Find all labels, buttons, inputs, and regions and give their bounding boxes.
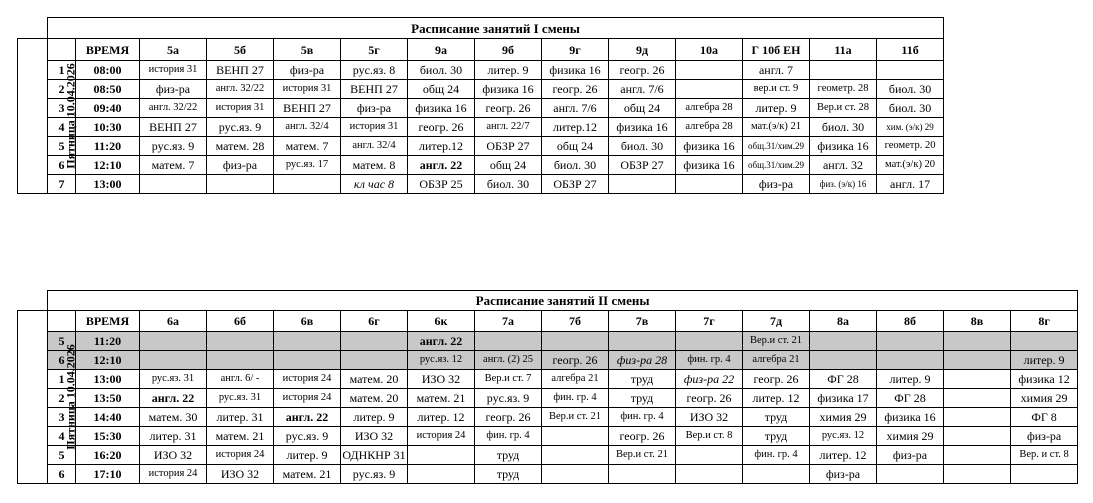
lesson-cell	[274, 332, 341, 351]
lesson-cell	[207, 332, 274, 351]
lesson-cell: литер. 31	[140, 427, 207, 446]
lesson-cell: биол. 30	[475, 175, 542, 194]
lesson-cell	[944, 370, 1011, 389]
lesson-cell: алгебра 21	[542, 370, 609, 389]
lesson-cell: ОБЗР 25	[408, 175, 475, 194]
lesson-cell: мат.(э/к) 20	[877, 156, 944, 175]
lesson-cell: англ. 7/6	[609, 80, 676, 99]
lesson-cell: физика 16	[676, 137, 743, 156]
schedule-row	[18, 332, 1078, 351]
class-header: 8г	[1011, 311, 1078, 332]
lesson-cell: англ. 32/4	[341, 137, 408, 156]
class-header: 7д	[743, 311, 810, 332]
lesson-cell: история 24	[274, 389, 341, 408]
lesson-cell	[1011, 332, 1078, 351]
lesson-cell: труд	[743, 408, 810, 427]
class-header: 6а	[140, 311, 207, 332]
lesson-cell: физика 16	[810, 137, 877, 156]
lesson-cell: рус.яз. 9	[475, 389, 542, 408]
lesson-cell: кл час 8	[341, 175, 408, 194]
lesson-cell: англ. 32/22	[207, 80, 274, 99]
lesson-cell: история 24	[408, 427, 475, 446]
lesson-cell: хим. (э/к) 29	[877, 118, 944, 137]
lesson-cell: фин. гр. 4	[676, 351, 743, 370]
lesson-cell: фин. гр. 4	[609, 408, 676, 427]
lesson-cell: рус.яз. 31	[140, 370, 207, 389]
class-header: 5в	[274, 39, 341, 61]
lesson-cell: ОБЗР 27	[475, 137, 542, 156]
lesson-cell: англ. 32/22	[140, 99, 207, 118]
class-header: 8б	[877, 311, 944, 332]
lesson-cell: физ. (э/к) 16	[810, 175, 877, 194]
lesson-cell	[609, 465, 676, 484]
lesson-cell: англ. 32	[810, 156, 877, 175]
lesson-cell	[877, 61, 944, 80]
lesson-cell: англ. 22	[274, 408, 341, 427]
class-header: Г 10б ЕН	[743, 39, 810, 61]
date-label-text: Пятница 10.04.2026	[63, 63, 78, 169]
lesson-cell	[609, 175, 676, 194]
lesson-cell: история 31	[207, 99, 274, 118]
lesson-time: 12:10	[76, 351, 140, 370]
schedule-row	[18, 408, 1078, 427]
lesson-cell: физ-ра	[1011, 427, 1078, 446]
lesson-cell: ВЕНП 27	[207, 61, 274, 80]
class-header: 11б	[877, 39, 944, 61]
lesson-cell: фин. гр. 4	[542, 389, 609, 408]
lesson-number: 1	[48, 61, 76, 80]
lesson-number: 2	[48, 389, 76, 408]
schedule-row	[18, 351, 1078, 370]
lesson-cell: Вер.и ст. 21	[743, 332, 810, 351]
lesson-cell: физ-ра	[877, 446, 944, 465]
lesson-cell	[676, 465, 743, 484]
lesson-time: 10:30	[76, 118, 140, 137]
schedule-row	[18, 61, 944, 80]
schedule-row	[18, 465, 1078, 484]
lesson-cell: рус.яз. 31	[207, 389, 274, 408]
lesson-cell	[542, 332, 609, 351]
lesson-cell: литер. 9	[1011, 351, 1078, 370]
lesson-cell: англ. 22	[408, 156, 475, 175]
corner-blank	[18, 18, 48, 39]
lesson-cell: рус.яз. 9	[140, 137, 207, 156]
lesson-cell: труд	[743, 427, 810, 446]
lesson-number-header	[48, 311, 76, 332]
lesson-cell: алгебра 21	[743, 351, 810, 370]
lesson-cell: физ-ра	[810, 465, 877, 484]
lesson-cell: англ. 6/ -	[207, 370, 274, 389]
lesson-cell: история 24	[207, 446, 274, 465]
lesson-cell: ФГ 28	[810, 370, 877, 389]
lesson-cell: матем. 28	[207, 137, 274, 156]
lesson-time: 11:20	[76, 332, 140, 351]
lesson-cell: рус.яз. 17	[274, 156, 341, 175]
class-header: 8а	[810, 311, 877, 332]
lesson-number: 5	[48, 137, 76, 156]
date-label-text: Пятница 10.04.2026	[63, 344, 78, 450]
lesson-cell	[140, 351, 207, 370]
schedule-row	[18, 389, 1078, 408]
lesson-cell: литер. 12	[743, 389, 810, 408]
time-header: ВРЕМЯ	[76, 39, 140, 61]
lesson-cell	[542, 427, 609, 446]
schedule-row	[18, 446, 1078, 465]
lesson-cell: мат.(э/к) 21	[743, 118, 810, 137]
lesson-time: 13:00	[76, 175, 140, 194]
lesson-time: 13:00	[76, 370, 140, 389]
lesson-time: 15:30	[76, 427, 140, 446]
lesson-number: 7	[48, 175, 76, 194]
lesson-cell: матем. 21	[408, 389, 475, 408]
lesson-cell	[1011, 465, 1078, 484]
lesson-cell: общ 24	[475, 156, 542, 175]
lesson-time: 12:10	[76, 156, 140, 175]
lesson-cell: литер. 9	[475, 61, 542, 80]
shift2-title: Расписание занятий II смены	[48, 291, 1078, 311]
shift2-schedule-table	[17, 290, 1078, 484]
class-header: 6к	[408, 311, 475, 332]
lesson-cell: труд	[609, 389, 676, 408]
lesson-cell: физика 16	[877, 408, 944, 427]
lesson-cell	[944, 465, 1011, 484]
schedule-row	[18, 370, 1078, 389]
lesson-time: 13:50	[76, 389, 140, 408]
lesson-cell: геогр. 26	[676, 389, 743, 408]
class-header: 8в	[944, 311, 1011, 332]
lesson-cell: физ-ра	[341, 99, 408, 118]
lesson-cell: матем. 7	[274, 137, 341, 156]
lesson-cell: история 24	[140, 465, 207, 484]
lesson-cell	[810, 61, 877, 80]
lesson-cell	[877, 465, 944, 484]
schedule-row	[18, 80, 944, 99]
lesson-cell: Вер.и ст. 21	[609, 446, 676, 465]
lesson-cell: литер.12	[542, 118, 609, 137]
lesson-cell	[207, 175, 274, 194]
time-header: ВРЕМЯ	[76, 311, 140, 332]
lesson-cell: англ. 22	[140, 389, 207, 408]
class-header: 5б	[207, 39, 274, 61]
lesson-number: 5	[48, 446, 76, 465]
lesson-cell	[274, 351, 341, 370]
lesson-cell: геогр. 26	[609, 427, 676, 446]
lesson-cell: химия 29	[810, 408, 877, 427]
lesson-cell	[676, 446, 743, 465]
lesson-cell: история 31	[274, 80, 341, 99]
lesson-cell: матем. 20	[341, 389, 408, 408]
lesson-cell: физ-ра	[140, 80, 207, 99]
lesson-cell: ИЗО 32	[676, 408, 743, 427]
lesson-cell: биол. 30	[877, 80, 944, 99]
lesson-cell: геогр. 26	[743, 370, 810, 389]
lesson-cell: англ. 17	[877, 175, 944, 194]
class-header: 6б	[207, 311, 274, 332]
lesson-cell	[140, 332, 207, 351]
lesson-cell	[676, 61, 743, 80]
class-header: 7а	[475, 311, 542, 332]
lesson-cell: физика 16	[475, 80, 542, 99]
lesson-cell: биол. 30	[810, 118, 877, 137]
lesson-cell	[877, 351, 944, 370]
lesson-cell: химия 29	[1011, 389, 1078, 408]
lesson-cell	[609, 332, 676, 351]
lesson-cell: ОДНКНР 31	[341, 446, 408, 465]
lesson-cell: биол. 30	[408, 61, 475, 80]
lesson-cell: англ. 32/4	[274, 118, 341, 137]
lesson-cell: Вер.и ст. 8	[676, 427, 743, 446]
class-header: 9а	[408, 39, 475, 61]
schedule-row	[18, 118, 944, 137]
class-header: 9д	[609, 39, 676, 61]
lesson-cell: Вер.и ст. 7	[475, 370, 542, 389]
lesson-cell: геогр. 26	[475, 408, 542, 427]
lesson-number: 2	[48, 80, 76, 99]
class-header: 9б	[475, 39, 542, 61]
lesson-cell: физ-ра 22	[676, 370, 743, 389]
lesson-cell: физ-ра 28	[609, 351, 676, 370]
lesson-cell	[944, 332, 1011, 351]
lesson-cell: ОБЗР 27	[542, 175, 609, 194]
lesson-number: 4	[48, 118, 76, 137]
lesson-cell: ИЗО 32	[408, 370, 475, 389]
lesson-cell: геометр. 20	[877, 137, 944, 156]
lesson-cell: Вер. и ст. 8	[1011, 446, 1078, 465]
lesson-cell: геогр. 26	[542, 351, 609, 370]
lesson-cell: литер.12	[408, 137, 475, 156]
class-header: 7в	[609, 311, 676, 332]
lesson-cell: общ 24	[609, 99, 676, 118]
lesson-cell: литер. 12	[408, 408, 475, 427]
lesson-cell	[944, 446, 1011, 465]
lesson-cell: биол. 30	[542, 156, 609, 175]
lesson-cell: литер. 31	[207, 408, 274, 427]
lesson-cell	[944, 427, 1011, 446]
lesson-time: 14:40	[76, 408, 140, 427]
lesson-cell: физика 16	[609, 118, 676, 137]
schedule-row	[18, 99, 944, 118]
lesson-cell: англ. 22/7	[475, 118, 542, 137]
lesson-time: 09:40	[76, 99, 140, 118]
lesson-time: 11:20	[76, 137, 140, 156]
lesson-cell	[676, 175, 743, 194]
lesson-cell: литер. 9	[341, 408, 408, 427]
lesson-time: 08:00	[76, 61, 140, 80]
lesson-cell: история 31	[140, 61, 207, 80]
class-header: 6в	[274, 311, 341, 332]
lesson-cell: матем. 21	[274, 465, 341, 484]
lesson-cell: рус.яз. 12	[810, 427, 877, 446]
lesson-cell	[676, 80, 743, 99]
lesson-cell: матем. 7	[140, 156, 207, 175]
lesson-cell: фин. гр. 4	[743, 446, 810, 465]
date-label	[18, 39, 78, 194]
lesson-cell	[676, 332, 743, 351]
lesson-cell: англ. (2) 25	[475, 351, 542, 370]
lesson-cell: физ-ра	[743, 175, 810, 194]
schedule-row	[18, 175, 944, 194]
lesson-cell	[408, 465, 475, 484]
lesson-cell: физика 16	[542, 61, 609, 80]
lesson-cell: геогр. 26	[609, 61, 676, 80]
lesson-number: 6	[48, 351, 76, 370]
lesson-cell: общ.31/хим.29	[743, 137, 810, 156]
lesson-cell: рус.яз. 8	[341, 61, 408, 80]
lesson-number: 1	[48, 370, 76, 389]
lesson-cell: физика 16	[676, 156, 743, 175]
lesson-cell	[944, 351, 1011, 370]
lesson-cell: литер. 9	[877, 370, 944, 389]
class-header: 10а	[676, 39, 743, 61]
lesson-cell: физика 16	[408, 99, 475, 118]
lesson-cell	[274, 175, 341, 194]
lesson-cell: ФГ 28	[877, 389, 944, 408]
lesson-cell: ВЕНП 27	[140, 118, 207, 137]
class-header: 11а	[810, 39, 877, 61]
lesson-cell: физ-ра	[207, 156, 274, 175]
shift1-title: Расписание занятий I смены	[48, 18, 944, 39]
lesson-time: 16:20	[76, 446, 140, 465]
lesson-cell: Вер.и ст. 21	[542, 408, 609, 427]
lesson-cell: биол. 30	[609, 137, 676, 156]
lesson-cell: ОБЗР 27	[609, 156, 676, 175]
lesson-cell	[743, 465, 810, 484]
lesson-cell: ИЗО 32	[341, 427, 408, 446]
class-header: 7б	[542, 311, 609, 332]
lesson-cell: физика 12	[1011, 370, 1078, 389]
lesson-number: 3	[48, 408, 76, 427]
lesson-number: 5	[48, 332, 76, 351]
lesson-cell: вер.и ст. 9	[743, 80, 810, 99]
corner-blank	[18, 291, 48, 311]
schedule-row	[18, 137, 944, 156]
lesson-number: 6	[48, 156, 76, 175]
lesson-cell: ВЕНП 27	[341, 80, 408, 99]
lesson-cell: геогр. 26	[542, 80, 609, 99]
lesson-cell: рус.яз. 12	[408, 351, 475, 370]
lesson-cell: физ-ра	[274, 61, 341, 80]
lesson-number: 3	[48, 99, 76, 118]
lesson-cell: геогр. 26	[475, 99, 542, 118]
lesson-cell: рус.яз. 9	[207, 118, 274, 137]
lesson-cell: общ 24	[542, 137, 609, 156]
lesson-cell: труд	[475, 446, 542, 465]
class-header: 9г	[542, 39, 609, 61]
lesson-cell: история 31	[341, 118, 408, 137]
lesson-cell	[810, 351, 877, 370]
class-header: 7г	[676, 311, 743, 332]
lesson-cell: ИЗО 32	[207, 465, 274, 484]
lesson-cell: матем. 8	[341, 156, 408, 175]
schedule-row	[18, 156, 944, 175]
lesson-cell: ВЕНП 27	[274, 99, 341, 118]
lesson-cell	[542, 465, 609, 484]
lesson-cell: геогр. 26	[408, 118, 475, 137]
lesson-cell: литер. 12	[810, 446, 877, 465]
shift1-schedule-table	[17, 17, 944, 194]
lesson-cell: матем. 21	[207, 427, 274, 446]
lesson-cell: алгебра 28	[676, 118, 743, 137]
lesson-number: 6	[48, 465, 76, 484]
lesson-number: 4	[48, 427, 76, 446]
class-header: 5а	[140, 39, 207, 61]
lesson-cell: литер. 9	[743, 99, 810, 118]
lesson-cell: химия 29	[877, 427, 944, 446]
lesson-cell: англ. 7	[743, 61, 810, 80]
lesson-cell: рус.яз. 9	[341, 465, 408, 484]
lesson-cell: ФГ 8	[1011, 408, 1078, 427]
lesson-cell	[944, 389, 1011, 408]
date-label	[18, 311, 78, 484]
lesson-cell: рус.яз. 9	[274, 427, 341, 446]
lesson-cell	[341, 351, 408, 370]
lesson-cell: труд	[609, 370, 676, 389]
lesson-cell: матем. 20	[341, 370, 408, 389]
lesson-cell	[408, 446, 475, 465]
lesson-cell: ИЗО 32	[140, 446, 207, 465]
lesson-cell: геометр. 28	[810, 80, 877, 99]
lesson-cell: физика 17	[810, 389, 877, 408]
lesson-cell	[810, 332, 877, 351]
schedule-row	[18, 427, 1078, 446]
lesson-number-header	[48, 39, 76, 61]
lesson-cell: алгебра 28	[676, 99, 743, 118]
lesson-cell: фин. гр. 4	[475, 427, 542, 446]
lesson-time: 08:50	[76, 80, 140, 99]
lesson-cell	[207, 351, 274, 370]
lesson-cell: англ. 7/6	[542, 99, 609, 118]
lesson-cell	[944, 408, 1011, 427]
lesson-cell: литер. 9	[274, 446, 341, 465]
lesson-cell	[341, 332, 408, 351]
lesson-time: 17:10	[76, 465, 140, 484]
class-header: 5г	[341, 39, 408, 61]
lesson-cell: биол. 30	[877, 99, 944, 118]
lesson-cell	[542, 446, 609, 465]
lesson-cell: труд	[475, 465, 542, 484]
lesson-cell: Вер.и ст. 28	[810, 99, 877, 118]
lesson-cell: общ 24	[408, 80, 475, 99]
lesson-cell	[140, 175, 207, 194]
lesson-cell: общ.31/хим.29	[743, 156, 810, 175]
lesson-cell: матем. 30	[140, 408, 207, 427]
lesson-cell	[475, 332, 542, 351]
class-header: 6г	[341, 311, 408, 332]
lesson-cell: история 24	[274, 370, 341, 389]
lesson-cell: англ. 22	[408, 332, 475, 351]
lesson-cell	[877, 332, 944, 351]
